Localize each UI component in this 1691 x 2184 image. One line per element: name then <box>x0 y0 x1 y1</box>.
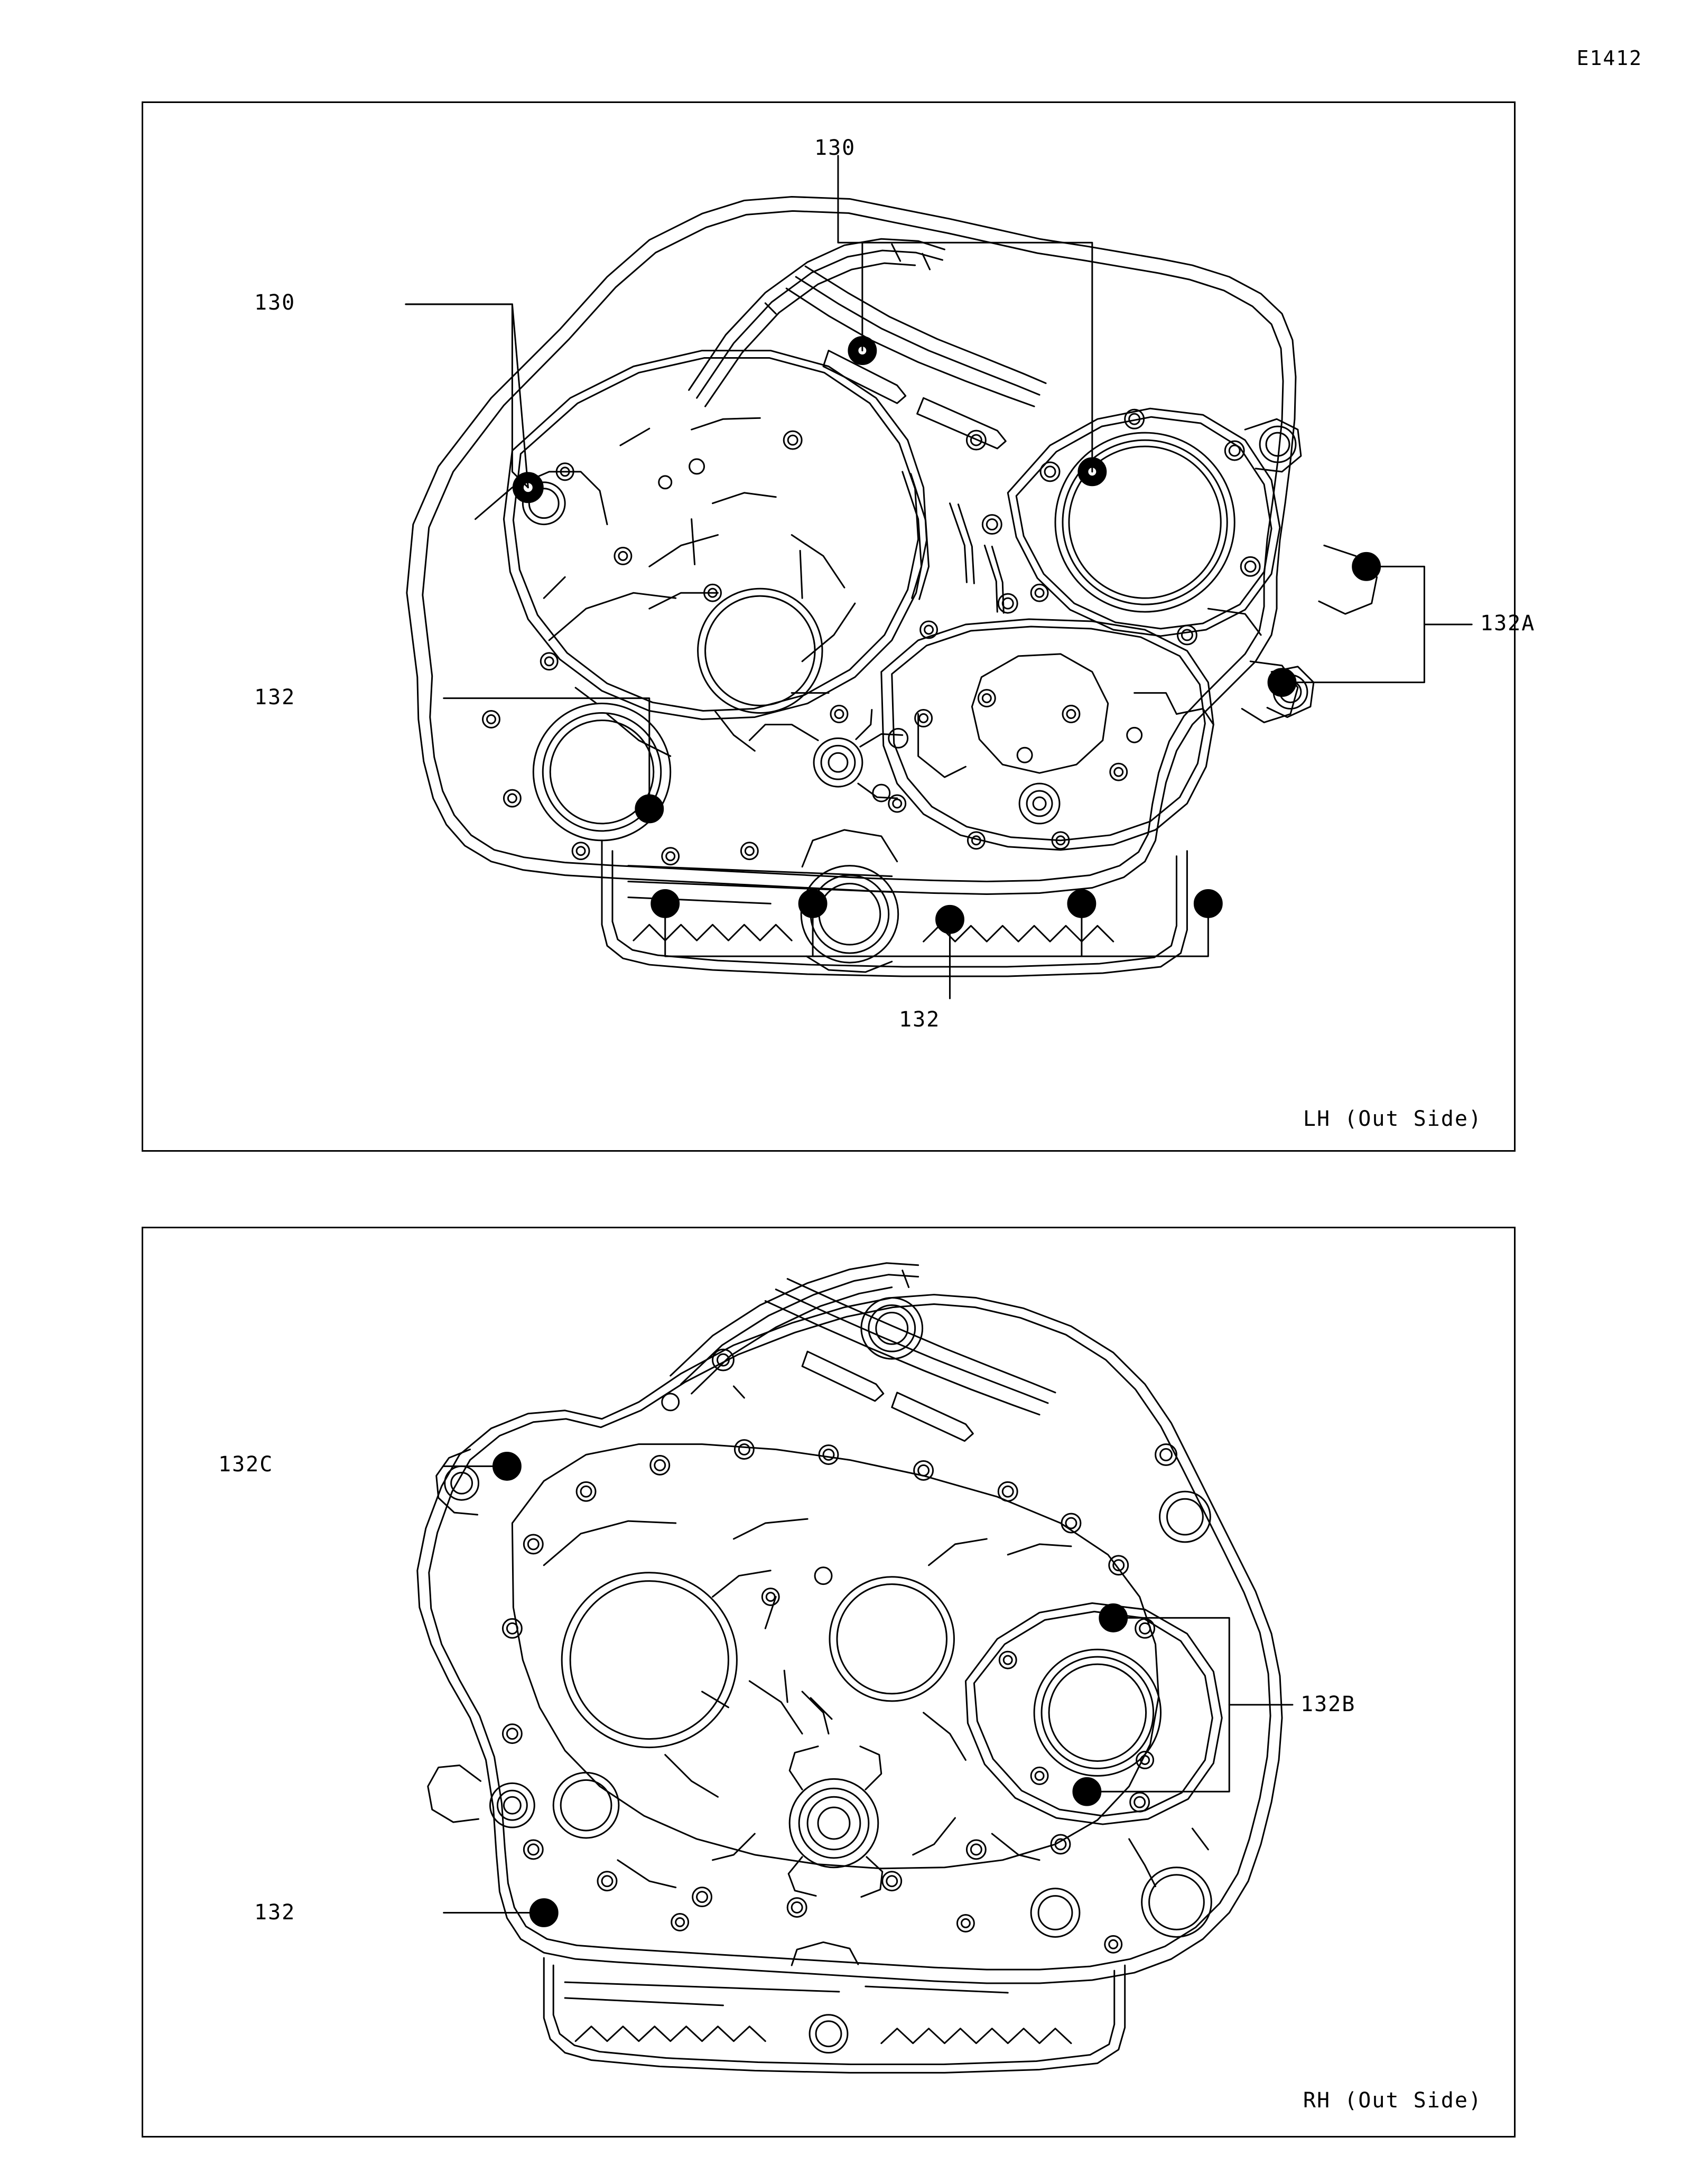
panel-rh-outside <box>142 1227 1516 2138</box>
panel-lh-caption: LH (Out Side) <box>1303 1107 1482 1131</box>
panel-rh-caption: RH (Out Side) <box>1303 2088 1482 2113</box>
callout-lh-130-left: 130 <box>254 291 296 315</box>
panel-lh-outside <box>142 101 1536 1152</box>
callout-rh-132-left: 132 <box>254 1900 296 1925</box>
callout-lh-132-left: 132 <box>254 685 296 710</box>
lh-crankcase-drawing <box>143 103 1514 1150</box>
callout-lh-130-top: 130 <box>814 136 856 160</box>
rh-crankcase-drawing <box>143 1228 1514 2136</box>
callout-lh-132-bottom: 132 <box>899 1007 941 1032</box>
document-code: E1412 <box>1576 46 1642 70</box>
callout-rh-132c: 132C <box>218 1452 274 1477</box>
callout-lh-132a: 132A <box>1480 611 1536 636</box>
callout-rh-132b: 132B <box>1300 1692 1356 1716</box>
